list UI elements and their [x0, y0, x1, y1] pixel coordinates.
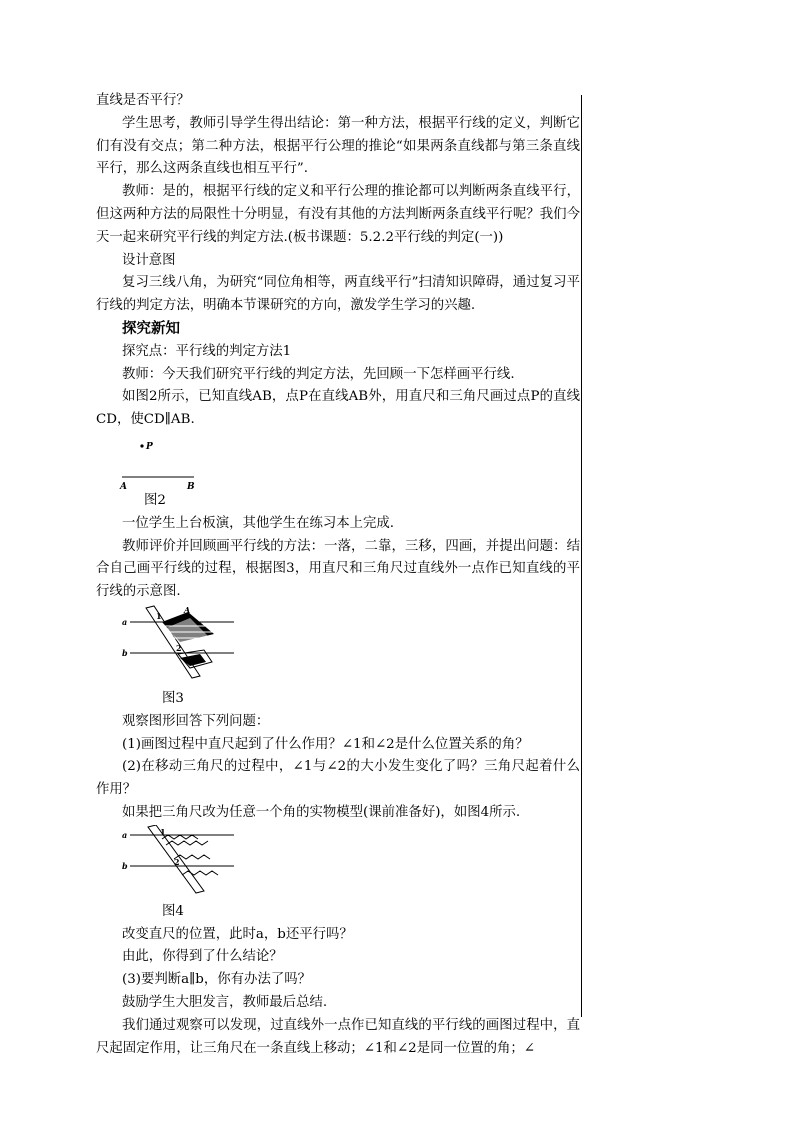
paragraph: 直线是否平行？	[96, 93, 190, 108]
paragraph: (3)要判断a∥b，你有办法了吗？	[122, 972, 312, 988]
angle-1-label: 1	[156, 610, 162, 621]
lesson-text	[96, 90, 580, 1060]
paragraph: 教师评价并回顾画平行线的方法：一落，二靠，三移，四画，并提出问题：结合自己画平行线的过程，根据图3，用直尺和三角尺过直线外一点作已知直线的平行线的示意图.	[96, 538, 580, 600]
figure-2-diagram	[96, 432, 296, 490]
paragraph: 一位学生上台板演，其他学生在练习本上完成.	[122, 515, 395, 531]
paragraph: 如果把三角尺改为任意一个角的实物模型(课前准备好)，如图4所示.	[122, 804, 521, 820]
figure-3-caption: 图3	[162, 690, 184, 706]
figure-4-diagram	[96, 825, 296, 901]
line-a-label: a	[122, 829, 128, 840]
point-p-label: P	[146, 441, 153, 452]
figure-4-caption: 图4	[162, 903, 184, 919]
vertex-label: A	[184, 604, 191, 615]
paragraph: 由此，你得到了什么结论？	[122, 949, 283, 965]
paragraph: (2)在移动三角尺的过程中，∠1与∠2的大小发生变化了吗？三角尺起着什么作用？	[96, 759, 580, 798]
figure-3	[96, 604, 580, 688]
angle-model-mid	[166, 841, 208, 845]
section-heading: 探究新知	[122, 319, 180, 337]
angle-model-top	[162, 835, 198, 839]
angle-1-label: 1	[160, 826, 166, 837]
line-a-label: a	[122, 616, 128, 627]
point-p-dot	[140, 444, 143, 447]
paragraph: 观察图形回答下列问题：	[122, 713, 270, 729]
figure-3-diagram	[96, 604, 296, 688]
point-b-label: B	[187, 481, 195, 490]
paragraph: 教师：今天我们研究平行线的判定方法，先回顾一下怎样画平行线.	[122, 366, 515, 382]
paragraph: 学生思考，教师引导学生得出结论：第一种方法，根据平行线的定义，判断它们有没有交点；第二种方法，根据平行公理的推论“如果两条直线都与第三条直线平行，那么这两条直线也相互平行”.	[96, 115, 580, 177]
point-a-label: A	[120, 481, 127, 490]
line-b-label: b	[122, 860, 128, 871]
angle-2-label: 2	[174, 856, 180, 867]
paragraph: 设计意图	[122, 252, 176, 268]
paragraph: 鼓励学生大胆发言，教师最后总结.	[122, 994, 328, 1010]
figure-4	[96, 825, 580, 901]
line-b-label: b	[122, 647, 128, 658]
paragraph: 教师：是的，根据平行线的定义和平行公理的推论都可以判断两条直线平行，但这两种方法的局限性十分明显，有没有其他的方法判断两条直线平行呢？我们今天一起来研究平行线的判定方法.(板书课题：5.2.2平行线的判定(一))	[96, 184, 580, 245]
paragraph: 复习三线八角，为研究“同位角相等，两直线平行”扫清知识障碍，通过复习平行线的判定方法，明确本节课研究的方向，激发学生学习的兴趣.	[96, 275, 580, 314]
paragraph: 我们通过观察可以发现，过直线外一点作已知直线的平行线的画图过程中，直尺起固定作用，让三角尺在一条直线上移动；∠1和∠2是同一位置的角；∠	[96, 1017, 580, 1056]
paragraph: (1)画图过程中直尺起到了什么作用？∠1和∠2是什么位置关系的角？	[122, 736, 529, 752]
figure-2	[96, 432, 580, 490]
angle-model-bottom	[182, 871, 218, 875]
figure-2-caption: 图2	[144, 492, 166, 508]
paragraph: 探究点：平行线的判定方法1	[122, 343, 292, 359]
angle-2-label: 2	[176, 642, 182, 653]
table-border-right	[581, 95, 582, 1017]
paragraph: 如图2所示，已知直线AB，点P在直线AB外，用直尺和三角尺画过点P的直线CD，使CD∥AB.	[96, 389, 580, 428]
paragraph: 改变直尺的位置，此时a，b还平行吗？	[122, 926, 353, 942]
